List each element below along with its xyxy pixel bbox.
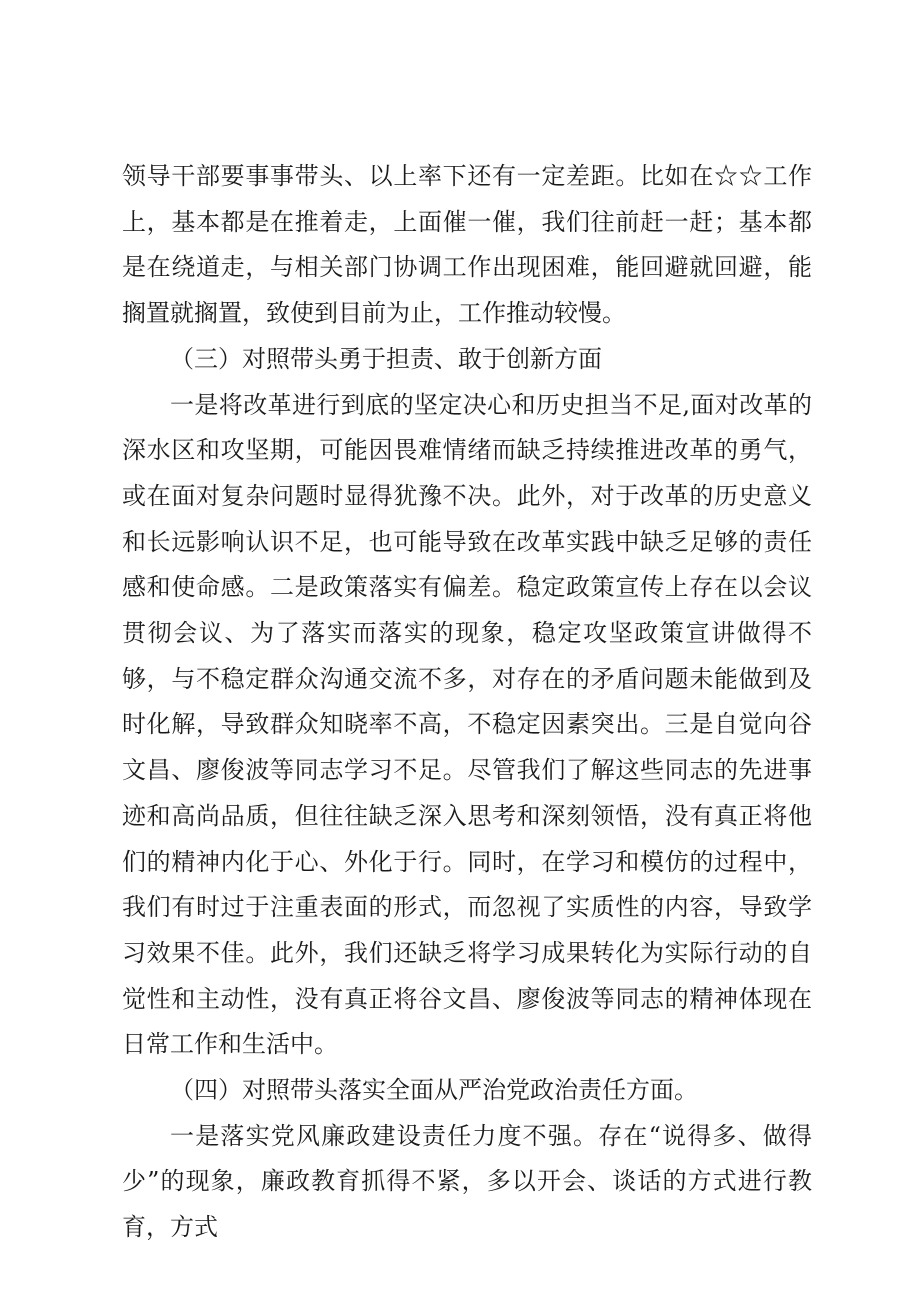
document-body (122, 154, 812, 1251)
paragraph-section-4-body: 一是落实党风廉政建设责任力度不强。存在“说得多、做得少”的现象，廉政教育抓得不紧，多以开会、谈话的方式进行教育，方式 (122, 1121, 812, 1242)
paragraph-section-3-body: 一是将改革进行到底的坚定决心和历史担当不足,面对改革的深水区和攻坚期，可能因畏难情绪而缺乏持续推进改革的勇气，或在面对复杂问题时显得犹豫不决。此外，对于改革的历史意义和长远影响认识不足，也可能导致在改革实践中缺乏足够的责任感和使命感。二是政策落实有偏差。稳定政策宣传上存在以会议贯彻会议、为了落实而落实的现象，稳定攻坚政策宣讲做得不够，与不稳定群众沟通交流不多，对存在的矛盾问题未能做到及时化解，导致群众知晓率不高，不稳定因素突出。三是自觉向谷文昌、廖俊波等同志学习不足。尽管我们了解这些同志的先进事迹和高尚品质，但往往缺乏深入思考和深刻领悟，没有真正将他们的精神内化于心、外化于行。同时，在学习和模仿的过程中，我们有时过于注重表面的形式，而忽视了实质性的内容，导致学习效果不佳。此外，我们还缺乏将学习成果转化为实际行动的自觉性和主动性，没有真正将谷文昌、廖俊波等同志的精神体现在日常工作和生活中。 (122, 390, 812, 1059)
section-heading-4: （四）对照带头落实全面从严治党政治责任方面。 (170, 1076, 698, 1105)
section-heading-3: （三）对照带头勇于担责、敢于创新方面 (170, 344, 602, 373)
paragraph-continuation: 领导干部要事事带头、以上率下还有一定差距。比如在☆☆工作上，基本都是在推着走，上面催一催，我们往前赶一赶；基本都是在绕道走，与相关部门协调工作出现困难，能回避就回避，能搁置就搁置，致使到目前为止，工作推动较慢。 (122, 162, 812, 328)
